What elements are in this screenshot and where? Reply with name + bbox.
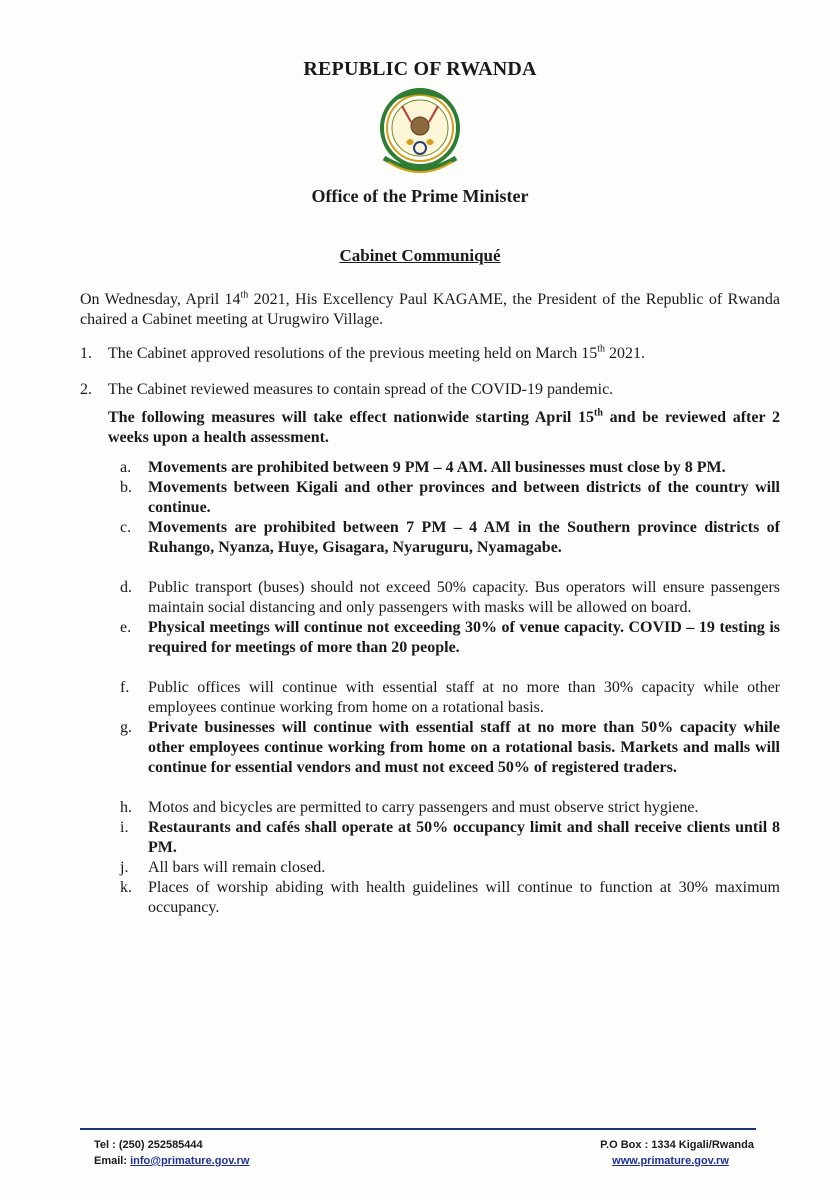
spacer — [148, 778, 780, 798]
footer-contact — [94, 1137, 249, 1169]
measure-d — [120, 578, 780, 618]
measures-list — [120, 458, 780, 918]
intro-text-2: 2021, His Excellency Paul KAGAME, the President of the Republic of Rwanda chaired a Cabinet meeting at Urugwiro Village. — [80, 291, 781, 328]
measure-marker: j. — [120, 859, 129, 876]
measure-text: Public offices will continue with essential staff at no more than 30% capacity while other employees continue working from home on a rotational basis. — [148, 679, 780, 716]
measure-text: Private businesses will continue with essential staff at no more than 50% capacity while other employees continue working from home on a rotational basis. Markets and malls will continue for essential vendors and must not exceed 50% of registered traders. — [148, 719, 780, 776]
measure-text: Motos and bicycles are permitted to carry passengers and must observe strict hygiene. — [148, 799, 699, 816]
intro-paragraph — [80, 290, 780, 330]
measure-marker: g. — [120, 719, 132, 736]
po-box: P.O Box : 1334 Kigali/Rwanda — [600, 1139, 754, 1151]
measure-f — [120, 678, 780, 718]
measure-text: All bars will remain closed. — [148, 859, 326, 876]
measure-marker: a. — [120, 459, 132, 476]
document-body — [80, 290, 780, 918]
measure-b — [120, 478, 780, 518]
office-title: Office of the Prime Minister — [311, 186, 529, 206]
numbered-item-2 — [80, 380, 780, 400]
measure-marker: k. — [120, 879, 132, 896]
measure-a — [120, 458, 780, 478]
item-text: The Cabinet approved resolutions of the previous meeting held on March 15 — [108, 345, 598, 362]
measures-intro-text-2: and be reviewed after 2 weeks upon a health assessment. — [108, 409, 780, 446]
email-link[interactable]: info@primature.gov.rw — [130, 1155, 250, 1167]
item-text-after: 2021. — [605, 345, 645, 362]
phone-number: (250) 252585444 — [118, 1139, 203, 1151]
footer-divider — [80, 1128, 756, 1130]
website-link[interactable]: www.primature.gov.rw — [612, 1155, 729, 1167]
email-label: Email: — [94, 1155, 131, 1167]
item-sup: th — [597, 343, 605, 355]
measure-h — [120, 798, 780, 818]
measure-marker: i. — [120, 819, 129, 836]
measure-text: Movements are prohibited between 9 PM – 4 AM. All businesses must close by 8 PM. — [148, 459, 726, 476]
item-text: The Cabinet reviewed measures to contain spread of the COVID-19 pandemic. — [108, 381, 614, 398]
measure-marker: d. — [120, 579, 132, 596]
spacer — [148, 658, 780, 678]
measures-intro — [108, 408, 780, 448]
item-number: 2. — [80, 381, 92, 398]
measures-intro-sup: th — [594, 407, 603, 419]
measure-text: Public transport (buses) should not exceed 50% capacity. Bus operators will ensure passengers maintain social distancing and only passengers with masks will be allowed on board. — [148, 579, 780, 616]
phone-label: Tel : — [94, 1139, 119, 1151]
measure-marker: b. — [120, 479, 132, 496]
measure-text: Movements between Kigali and other provinces and between districts of the country will continue. — [148, 479, 780, 516]
item-number: 1. — [80, 345, 92, 362]
measure-e — [120, 618, 780, 658]
coat-of-arms-icon — [378, 84, 462, 180]
measure-i — [120, 818, 780, 858]
measure-c — [120, 518, 780, 558]
intro-sup: th — [240, 289, 249, 301]
measure-g — [120, 718, 780, 778]
spacer — [148, 558, 780, 578]
measure-marker: f. — [120, 679, 130, 696]
measure-j — [120, 858, 780, 878]
measure-text: Physical meetings will continue not exceeding 30% of venue capacity. COVID – 19 testing is required for meetings of more than 20 people. — [148, 619, 780, 656]
measure-marker: e. — [120, 619, 132, 636]
measure-marker: c. — [120, 519, 132, 536]
country-title: REPUBLIC OF RWANDA — [303, 58, 537, 80]
measures-intro-text-1: The following measures will take effect nationwide starting April 15 — [108, 409, 595, 426]
document-title: Cabinet Communiqué — [339, 246, 501, 265]
footer-email — [94, 1153, 249, 1169]
footer-address — [600, 1137, 754, 1169]
footer-phone — [94, 1137, 249, 1153]
numbered-item-1 — [80, 344, 780, 364]
intro-text-1: On Wednesday, April 14 — [80, 291, 241, 308]
measure-k — [120, 878, 780, 918]
measure-marker: h. — [120, 799, 132, 816]
measure-text: Movements are prohibited between 7 PM – 4 AM in the Southern province districts of Ruhango, Nyanza, Huye, Gisagara, Nyaruguru, Nyamagabe. — [148, 519, 780, 556]
measure-text: Places of worship abiding with health guidelines will continue to function at 30% maximum occupancy. — [148, 879, 780, 916]
measure-text: Restaurants and cafés shall operate at 50% occupancy limit and shall receive clients until 8 PM. — [148, 819, 780, 856]
